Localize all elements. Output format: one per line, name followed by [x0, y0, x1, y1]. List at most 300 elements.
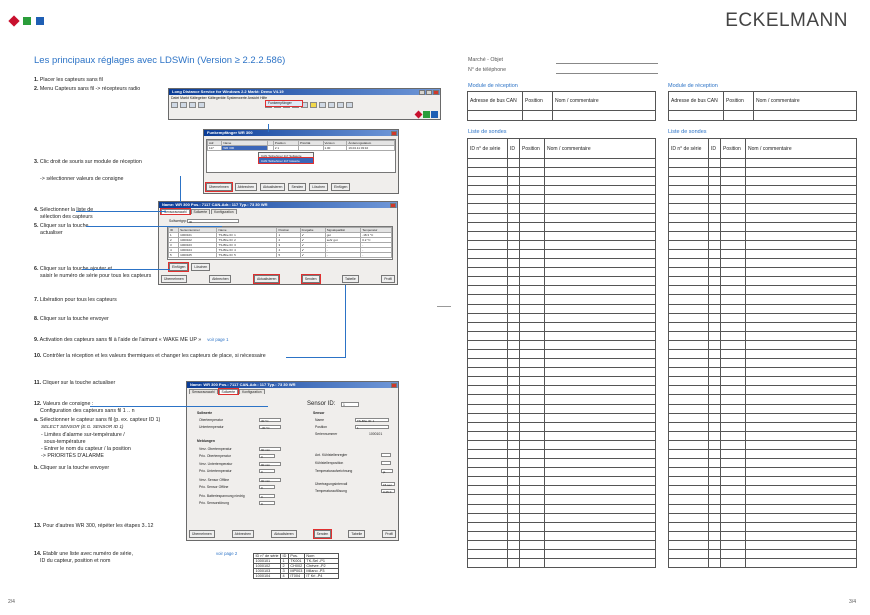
- sort-label: Sollwertgrp:: [169, 219, 187, 223]
- field-input[interactable]: TS-Bhe ID: 1: [355, 418, 389, 422]
- tool-icon[interactable]: [189, 102, 196, 108]
- field-input[interactable]: 0: [259, 454, 275, 458]
- col-name-comment: Nom / commentaire: [553, 92, 656, 111]
- cell: ✔: [300, 253, 325, 258]
- form-row[interactable]: [468, 213, 656, 222]
- col-name-comment: Nom / commentaire: [754, 92, 857, 111]
- cell: 19.04.11 03:10: [347, 146, 395, 151]
- form-row[interactable]: [468, 431, 656, 440]
- form-row[interactable]: [468, 531, 656, 540]
- connector-line: [180, 176, 181, 202]
- form-row[interactable]: [669, 204, 857, 213]
- field-select[interactable]: 15 sec: [381, 482, 395, 486]
- form-row[interactable]: [669, 495, 857, 504]
- reception-title-2: Module de réception: [668, 83, 718, 89]
- market-label: Marché - Objet: [468, 57, 504, 63]
- cell: TS-Bhe ID: 2: [217, 238, 277, 243]
- cell: ✔: [300, 243, 325, 248]
- button-bar: [189, 530, 396, 538]
- form-row[interactable]: [669, 504, 857, 513]
- form-row[interactable]: [468, 404, 656, 413]
- form-row[interactable]: [468, 495, 656, 504]
- form-row[interactable]: [468, 413, 656, 422]
- sensors-title-2: Liste de sondes: [668, 129, 707, 135]
- cell: 2: [281, 564, 289, 569]
- form-row[interactable]: [669, 359, 857, 368]
- refresh-button[interactable]: Aktualisieren: [271, 530, 296, 538]
- field-input[interactable]: 0: [259, 469, 275, 473]
- form-row[interactable]: [669, 540, 857, 549]
- field-label: Verz. Obertemperatur: [199, 447, 232, 451]
- field-select[interactable]: 0.25 K: [381, 489, 395, 493]
- cell: IT Kri -P4: [304, 574, 338, 579]
- col-name: Name: [222, 141, 268, 146]
- cell: 5: [277, 253, 300, 258]
- cancel-button[interactable]: Abbrechen: [232, 530, 254, 538]
- form-row[interactable]: [669, 459, 857, 468]
- maximize-icon[interactable]: [426, 90, 432, 95]
- cell: -: [325, 253, 361, 258]
- form-row[interactable]: [669, 304, 857, 313]
- field-input[interactable]: 0: [259, 501, 275, 505]
- form-row[interactable]: [669, 440, 857, 449]
- form-row[interactable]: [468, 322, 656, 331]
- form-row[interactable]: [669, 240, 857, 249]
- form-row[interactable]: [468, 259, 656, 268]
- profile-button[interactable]: Profil: [382, 530, 396, 538]
- cell: 1.00: [323, 146, 347, 151]
- form-row[interactable]: [669, 404, 857, 413]
- accept-button[interactable]: Übernehmen: [161, 275, 187, 283]
- form-row[interactable]: [669, 213, 857, 222]
- field-label: Name: [315, 418, 325, 422]
- accept-button[interactable]: Übernehmen: [189, 530, 215, 538]
- form-row[interactable]: [468, 295, 656, 304]
- tool-icon[interactable]: [301, 102, 308, 108]
- form-row[interactable]: [669, 386, 857, 395]
- form-row[interactable]: [468, 249, 656, 258]
- cell: WR 300: [222, 146, 268, 151]
- cell: 1000103: [254, 569, 281, 574]
- cell: TS-Bhe ID: 4: [217, 248, 277, 253]
- send-button[interactable]: Senden: [288, 183, 306, 191]
- connector-line: [86, 226, 222, 227]
- step-14: 14. Etablir une liste avec numéro de série,: [34, 551, 133, 557]
- form-row[interactable]: [468, 559, 656, 568]
- step-9: 9. Activation des capteurs sans fil à l'aide de l'aimant « WAKE ME UP » voir page 1: [34, 337, 229, 343]
- form-row[interactable]: [468, 377, 656, 386]
- form-row[interactable]: [468, 486, 656, 495]
- tab-sollwerte[interactable]: Sollwerte: [219, 389, 239, 394]
- receiver-window: [203, 129, 399, 194]
- form-row[interactable]: [468, 195, 656, 204]
- tool-icon[interactable]: [346, 102, 353, 108]
- form-row[interactable]: [669, 195, 857, 204]
- send-button[interactable]: Senden: [314, 530, 332, 538]
- cell: -: [325, 243, 361, 248]
- form-row[interactable]: [669, 168, 857, 177]
- cell: 4: [281, 574, 289, 579]
- form-row[interactable]: [669, 486, 857, 495]
- sensor-id-label: Sensor ID:: [307, 401, 336, 407]
- form-row[interactable]: [669, 422, 857, 431]
- field-input[interactable]: 90 min: [259, 478, 281, 482]
- field-input[interactable]: 0: [259, 485, 275, 489]
- field-value: 1000101: [369, 432, 383, 436]
- tab-sensorauswahl[interactable]: Sensorauswahl: [189, 389, 218, 394]
- form-row[interactable]: [669, 349, 857, 358]
- close-icon[interactable]: [433, 90, 439, 95]
- messages-group-title: Meldungen: [197, 439, 215, 443]
- connector-line: [82, 269, 170, 270]
- tool-icon[interactable]: [337, 102, 344, 108]
- form-row[interactable]: [669, 222, 857, 231]
- field-input[interactable]: 0: [259, 494, 275, 498]
- reception-title-1: Module de réception: [468, 83, 518, 89]
- cell: TK-Sel -P1: [304, 559, 338, 564]
- col-signal: Signalqualität: [325, 228, 361, 233]
- form-row[interactable]: [468, 304, 656, 313]
- cell: ✔: [300, 238, 325, 243]
- form-row[interactable]: [468, 522, 656, 531]
- refresh-button[interactable]: Aktualisieren: [260, 183, 285, 191]
- context-item-setpoints[interactable]: CAN Teilnehmer 117 Istwerte: [259, 158, 313, 163]
- page-title: Les principaux réglages avec LDSWin (Version ≥ 2.2.2.586): [34, 55, 286, 66]
- field-input[interactable]: 90 min: [259, 447, 281, 451]
- cancel-button[interactable]: Abbrechen: [209, 275, 231, 283]
- field-input[interactable]: 30 °C: [259, 418, 281, 422]
- col-position: Position: [277, 228, 300, 233]
- cell: gut: [325, 233, 361, 238]
- cell: CH002: [288, 564, 304, 569]
- window-title: Long Distance Service for Windows 2.2 Markt: Demo V4.19: [169, 89, 440, 95]
- field-label: Kühlstellenposition: [315, 461, 344, 465]
- form-row[interactable]: [669, 277, 857, 286]
- form-row[interactable]: [669, 431, 857, 440]
- cell: 1: [169, 233, 179, 238]
- cell: Chèvre -P2: [304, 564, 338, 569]
- form-row[interactable]: [669, 231, 857, 240]
- form-row[interactable]: [669, 477, 857, 486]
- step-12a-l4: -> PRIORITÉS D'ALARME: [41, 453, 104, 459]
- minimize-icon[interactable]: [419, 90, 425, 95]
- button-bar: [206, 183, 396, 191]
- button-bar: [161, 275, 395, 283]
- field-label: Verz. Sensor Offline: [199, 478, 230, 482]
- col-adr: Adr: [208, 141, 222, 146]
- field-select[interactable]: ja: [381, 469, 393, 473]
- col-serial: ID n° de série: [669, 139, 709, 159]
- see-page-2-link[interactable]: voir page 2: [216, 551, 238, 556]
- form-row[interactable]: [468, 240, 656, 249]
- close-icon[interactable]: [391, 383, 397, 388]
- form-row[interactable]: [468, 504, 656, 513]
- field-label: Untertemperatur: [199, 425, 224, 429]
- field-label: Prio. Obertemperatur: [199, 454, 231, 458]
- col-serial: ID n° de série: [255, 554, 279, 558]
- cell: 5: [169, 253, 179, 258]
- cell: 1000101: [179, 233, 217, 238]
- form-row[interactable]: [669, 531, 857, 540]
- form-row[interactable]: [468, 395, 656, 404]
- page-number-right: 3/4: [849, 599, 856, 605]
- connector-line: [90, 406, 268, 407]
- col-position: Position: [520, 139, 545, 159]
- form-row[interactable]: [468, 349, 656, 358]
- field-input[interactable]: 90 min: [259, 462, 281, 466]
- connector-line: [345, 285, 346, 357]
- form-row[interactable]: [468, 468, 656, 477]
- col-name-comment: Nom / commentaire: [746, 139, 857, 159]
- field-label: Seriennummer: [315, 432, 338, 436]
- step-14-sub: ID du capteur, position et nom: [40, 558, 111, 564]
- form-row[interactable]: [468, 440, 656, 449]
- form-row[interactable]: [468, 340, 656, 349]
- table-button[interactable]: Tabelle: [348, 530, 365, 538]
- form-row[interactable]: [669, 377, 857, 386]
- table-button-bar: [169, 263, 210, 271]
- col-can-address: Adresse de bus CAN: [468, 92, 523, 111]
- cell: IT004: [288, 574, 304, 579]
- color-icons: [415, 111, 439, 118]
- sensor-table: [167, 226, 393, 260]
- cell: TS-Bhe ID: 1: [217, 233, 277, 238]
- add-button[interactable]: Einfügen: [169, 263, 188, 271]
- form-row[interactable]: [468, 459, 656, 468]
- sensor-summary-table: [253, 553, 339, 579]
- cell: 3: [277, 243, 300, 248]
- cell: -: [361, 248, 392, 253]
- tab-konfiguration[interactable]: Konfiguration: [211, 209, 236, 214]
- form-row[interactable]: [669, 513, 857, 522]
- field-input[interactable]: [381, 461, 391, 465]
- form-row[interactable]: [669, 340, 857, 349]
- cancel-button[interactable]: Abbrechen: [235, 183, 257, 191]
- form-row[interactable]: [468, 422, 656, 431]
- form-row[interactable]: [468, 368, 656, 377]
- form-row[interactable]: [669, 413, 857, 422]
- close-icon[interactable]: [391, 131, 397, 136]
- cell: 1000104: [179, 248, 217, 253]
- cell: -18.3 °C: [361, 233, 392, 238]
- form-row[interactable]: [669, 313, 857, 322]
- step-6-sub: saisir le numéro de série pour tous les capteurs: [40, 273, 152, 279]
- form-row[interactable]: [468, 177, 656, 186]
- reception-form-1: [467, 91, 656, 121]
- profile-button[interactable]: Profil: [381, 275, 395, 283]
- cell: 3: [281, 569, 289, 574]
- tab-konfiguration[interactable]: Konfiguration: [239, 389, 264, 394]
- table-button[interactable]: Tabelle: [342, 275, 359, 283]
- tool-icon[interactable]: [180, 102, 187, 108]
- cell: -: [325, 248, 361, 253]
- form-row[interactable]: [669, 268, 857, 277]
- form-row[interactable]: [468, 204, 656, 213]
- col-enable: Freigabe: [300, 228, 325, 233]
- sensor-id-select[interactable]: 1: [341, 402, 359, 407]
- form-row[interactable]: [669, 522, 857, 531]
- cell: Milano -P3: [304, 569, 338, 574]
- send-button[interactable]: Senden: [302, 275, 320, 283]
- cell: 1000102: [179, 238, 217, 243]
- tool-icon[interactable]: [319, 102, 326, 108]
- field-label: Prio. Batteriespannung niedrig: [199, 494, 245, 498]
- step-3-sub: -> sélectionner valeurs de consigne: [40, 176, 124, 182]
- col-priority: Priorität: [298, 141, 323, 146]
- col-serial: ID n° de série: [468, 139, 508, 159]
- step-12b: b. Cliquer sur la touche envoyer: [34, 465, 110, 471]
- form-row[interactable]: [669, 550, 857, 559]
- form-row[interactable]: [669, 368, 857, 377]
- close-icon[interactable]: [390, 203, 396, 208]
- tool-icon[interactable]: [198, 102, 205, 108]
- form-row[interactable]: [669, 159, 857, 168]
- phone-label: N° de téléphone: [468, 67, 507, 73]
- form-row[interactable]: [468, 477, 656, 486]
- step-3: 3. Clic droit de souris sur module de réception: [34, 159, 142, 165]
- col-id: ID: [169, 228, 179, 233]
- step-7: 7. Libération pour tous les capteurs: [34, 297, 117, 303]
- menu-bar[interactable]: Datei Markt Kältegeber Kältegeräte Systemwerte Ansicht Hilfe: [171, 96, 268, 100]
- cell: -: [361, 243, 392, 248]
- form-row[interactable]: [468, 168, 656, 177]
- connector-line: [76, 211, 166, 212]
- step-4-sub: sélection des capteurs: [40, 214, 93, 220]
- form-row[interactable]: [468, 513, 656, 522]
- cell: 1000101: [254, 559, 281, 564]
- ldswin-main-window: [168, 88, 441, 120]
- step-12a-l2: sous-température: [44, 439, 86, 445]
- remove-button[interactable]: Löschen: [191, 263, 210, 271]
- col-can-address: Adresse de bus CAN: [669, 92, 724, 111]
- step-5-sub: actualiser: [40, 230, 63, 236]
- field-label: Ant. Kühlstellenregler: [315, 453, 348, 457]
- form-row[interactable]: [468, 111, 656, 121]
- form-row[interactable]: [468, 540, 656, 549]
- tab-bar: [187, 388, 398, 394]
- delete-button[interactable]: Löschen: [309, 183, 328, 191]
- connector-line: [268, 124, 269, 132]
- phone-field[interactable]: [556, 73, 658, 74]
- market-field[interactable]: [556, 63, 658, 64]
- field-input[interactable]: 1: [355, 425, 389, 429]
- setpoints-group-title: Sollwerte: [197, 411, 213, 415]
- cell: 1000104: [254, 574, 281, 579]
- form-row[interactable]: [669, 322, 857, 331]
- form-row[interactable]: [468, 313, 656, 322]
- field-label: Obertemperatur: [199, 418, 223, 422]
- col-position: Position: [523, 92, 553, 111]
- form-row[interactable]: [468, 159, 656, 168]
- form-row[interactable]: [669, 450, 857, 459]
- form-row[interactable]: [669, 331, 857, 340]
- warning-icon[interactable]: [310, 102, 317, 108]
- cell: TK001: [288, 559, 304, 564]
- col-version: Version: [323, 141, 347, 146]
- window-title: Name: WR 300 Pos.: 7117 CAN-Adr.: 117 Typ.: 73 30 WR: [159, 202, 397, 208]
- cell: sehr gut: [325, 238, 361, 243]
- step-11: 11. Cliquer sur la touche actualiser: [34, 380, 116, 386]
- form-row[interactable]: [468, 222, 656, 231]
- step-6: 6. Cliquer sur la touche ajouter et: [34, 266, 113, 272]
- context-item-actual[interactable]: CAN Teilnehmer 117 Sollwerte: [261, 153, 302, 158]
- step-2: 2. Menu Capteurs sans fil -> récepteurs radio: [34, 86, 141, 92]
- field-input[interactable]: -30 °C: [259, 425, 281, 429]
- form-row[interactable]: [669, 249, 857, 258]
- field-label: Temperaturauflösung: [315, 489, 347, 493]
- field-label: Verz. Untertemperatur: [199, 462, 233, 466]
- table-row[interactable]: [169, 253, 392, 258]
- cell: 4: [169, 248, 179, 253]
- form-row[interactable]: [669, 111, 857, 121]
- form-row[interactable]: [468, 386, 656, 395]
- checkbox-input[interactable]: [381, 453, 391, 457]
- field-label: Prio. Untertemperatur: [199, 469, 232, 473]
- col-date: Änderungsdatum: [347, 141, 395, 146]
- form-row[interactable]: [468, 359, 656, 368]
- insert-button[interactable]: Einfügen: [331, 183, 350, 191]
- cell: 1000105: [179, 253, 217, 258]
- form-row[interactable]: [468, 186, 656, 195]
- tool-icon[interactable]: [328, 102, 335, 108]
- field-label: Übertragungsintervall: [315, 482, 348, 486]
- funkempfaenger-menu-item[interactable]: Funkempfänger: [266, 101, 302, 106]
- tool-icon[interactable]: [171, 102, 178, 108]
- form-row[interactable]: [468, 450, 656, 459]
- form-row[interactable]: [468, 286, 656, 295]
- step-12: 12. Valeurs de consigne :: [34, 401, 94, 407]
- accept-button[interactable]: Übernehmen: [206, 183, 232, 191]
- col-position: Position: [273, 141, 298, 146]
- form-row[interactable]: [669, 186, 857, 195]
- form-row[interactable]: [468, 331, 656, 340]
- cell: 1000103: [179, 243, 217, 248]
- cell: 4: [277, 248, 300, 253]
- form-row[interactable]: [669, 286, 857, 295]
- form-row[interactable]: [669, 177, 857, 186]
- cell: 2 1: [273, 146, 298, 151]
- form-row[interactable]: [669, 259, 857, 268]
- refresh-button[interactable]: Aktualisieren: [254, 275, 279, 283]
- window-title: Funkempfänger WR 300: [204, 130, 398, 136]
- step-8: 8. Cliquer sur la touche envoyer: [34, 316, 109, 322]
- cell: MP003: [290, 569, 303, 573]
- form-row[interactable]: [669, 395, 857, 404]
- table-row[interactable]: [208, 146, 395, 151]
- form-row[interactable]: [468, 277, 656, 286]
- see-page-1-link[interactable]: voir page 1: [207, 337, 229, 342]
- form-row[interactable]: [669, 468, 857, 477]
- eckelmann-logo-icon: [8, 14, 50, 28]
- cell: TS-Bhe ID: 5: [217, 253, 277, 258]
- col-temp: Temperatur: [361, 228, 392, 233]
- tab-sollwerte[interactable]: Sollwerte: [191, 209, 211, 214]
- col-name: Nom: [304, 554, 338, 559]
- window-title: Name: WR 300 Pos.: 7117 CAN-Adr.: 117 Typ.: 73 30 WR: [187, 382, 398, 388]
- sort-select[interactable]: ID: [187, 219, 239, 223]
- tab-bar: [159, 208, 397, 214]
- cell: ✔: [300, 233, 325, 238]
- form-row[interactable]: [468, 550, 656, 559]
- form-row[interactable]: [669, 295, 857, 304]
- form-row[interactable]: [468, 268, 656, 277]
- cell: 2: [277, 238, 300, 243]
- sensor-selection-window: [158, 201, 398, 285]
- form-row[interactable]: [669, 559, 857, 568]
- tab-sensorauswahl[interactable]: Sensorauswahl: [161, 209, 190, 214]
- form-row[interactable]: [468, 231, 656, 240]
- cell: 0.2 °C: [361, 238, 392, 243]
